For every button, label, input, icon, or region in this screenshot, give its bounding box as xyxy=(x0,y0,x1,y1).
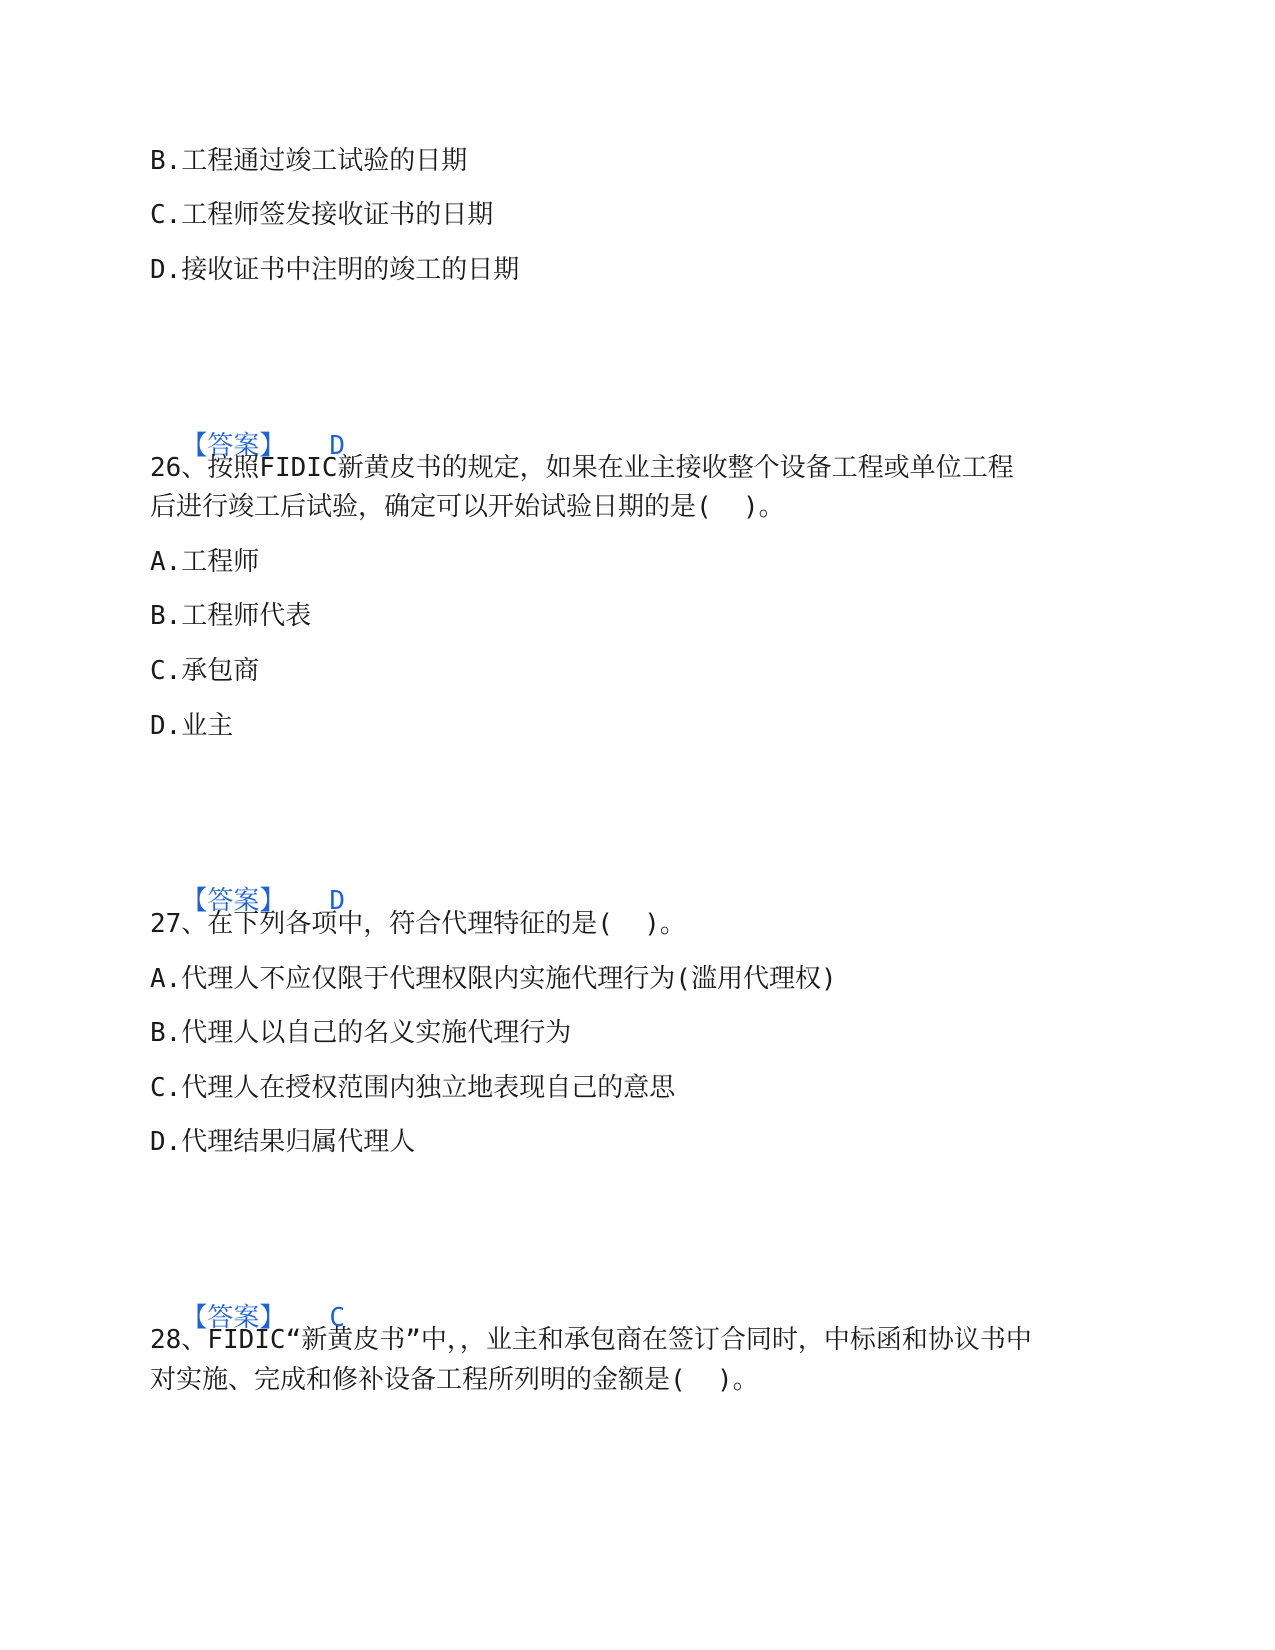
option-c: C.承包商 xyxy=(150,656,260,686)
question-stem-cont: 后进行竣工后试验，确定可以开始试验日期的是( )。 xyxy=(150,492,785,522)
answer-label: 【答案】 xyxy=(181,1303,286,1333)
answer-label: 【答案】 xyxy=(181,886,286,916)
answer-value: D xyxy=(329,886,345,916)
option-c: C.工程师签发接收证书的日期 xyxy=(150,200,494,230)
option-d: D.业主 xyxy=(150,711,234,741)
option-d: D.接收证书中注明的竣工的日期 xyxy=(150,255,520,285)
option-b: B.工程通过竣工试验的日期 xyxy=(150,146,468,176)
option-b: B.代理人以自己的名义实施代理行为 xyxy=(150,1018,572,1048)
question-stem: 28、FIDIC“新黄皮书”中，，业主和承包商在签订合同时，中标函和协议书中 xyxy=(150,1325,1032,1355)
question-stem-cont: 对实施、完成和修补设备工程所列明的金额是( )。 xyxy=(150,1365,759,1395)
question-stem: 27、在下列各项中，符合代理特征的是( )。 xyxy=(150,909,686,939)
option-d: D.代理结果归属代理人 xyxy=(150,1127,416,1157)
answer-value: C xyxy=(329,1303,345,1333)
option-a: A.代理人不应仅限于代理权限内实施代理行为(滥用代理权) xyxy=(150,964,837,994)
answer-value: D xyxy=(329,431,345,461)
option-a: A.工程师 xyxy=(150,547,260,577)
option-c: C.代理人在授权范围内独立地表现自己的意思 xyxy=(150,1073,676,1103)
answer-label: 【答案】 xyxy=(181,431,286,461)
question-stem: 26、按照FIDIC新黄皮书的规定，如果在业主接收整个设备工程或单位工程 xyxy=(150,453,1014,483)
option-b: B.工程师代表 xyxy=(150,601,312,631)
